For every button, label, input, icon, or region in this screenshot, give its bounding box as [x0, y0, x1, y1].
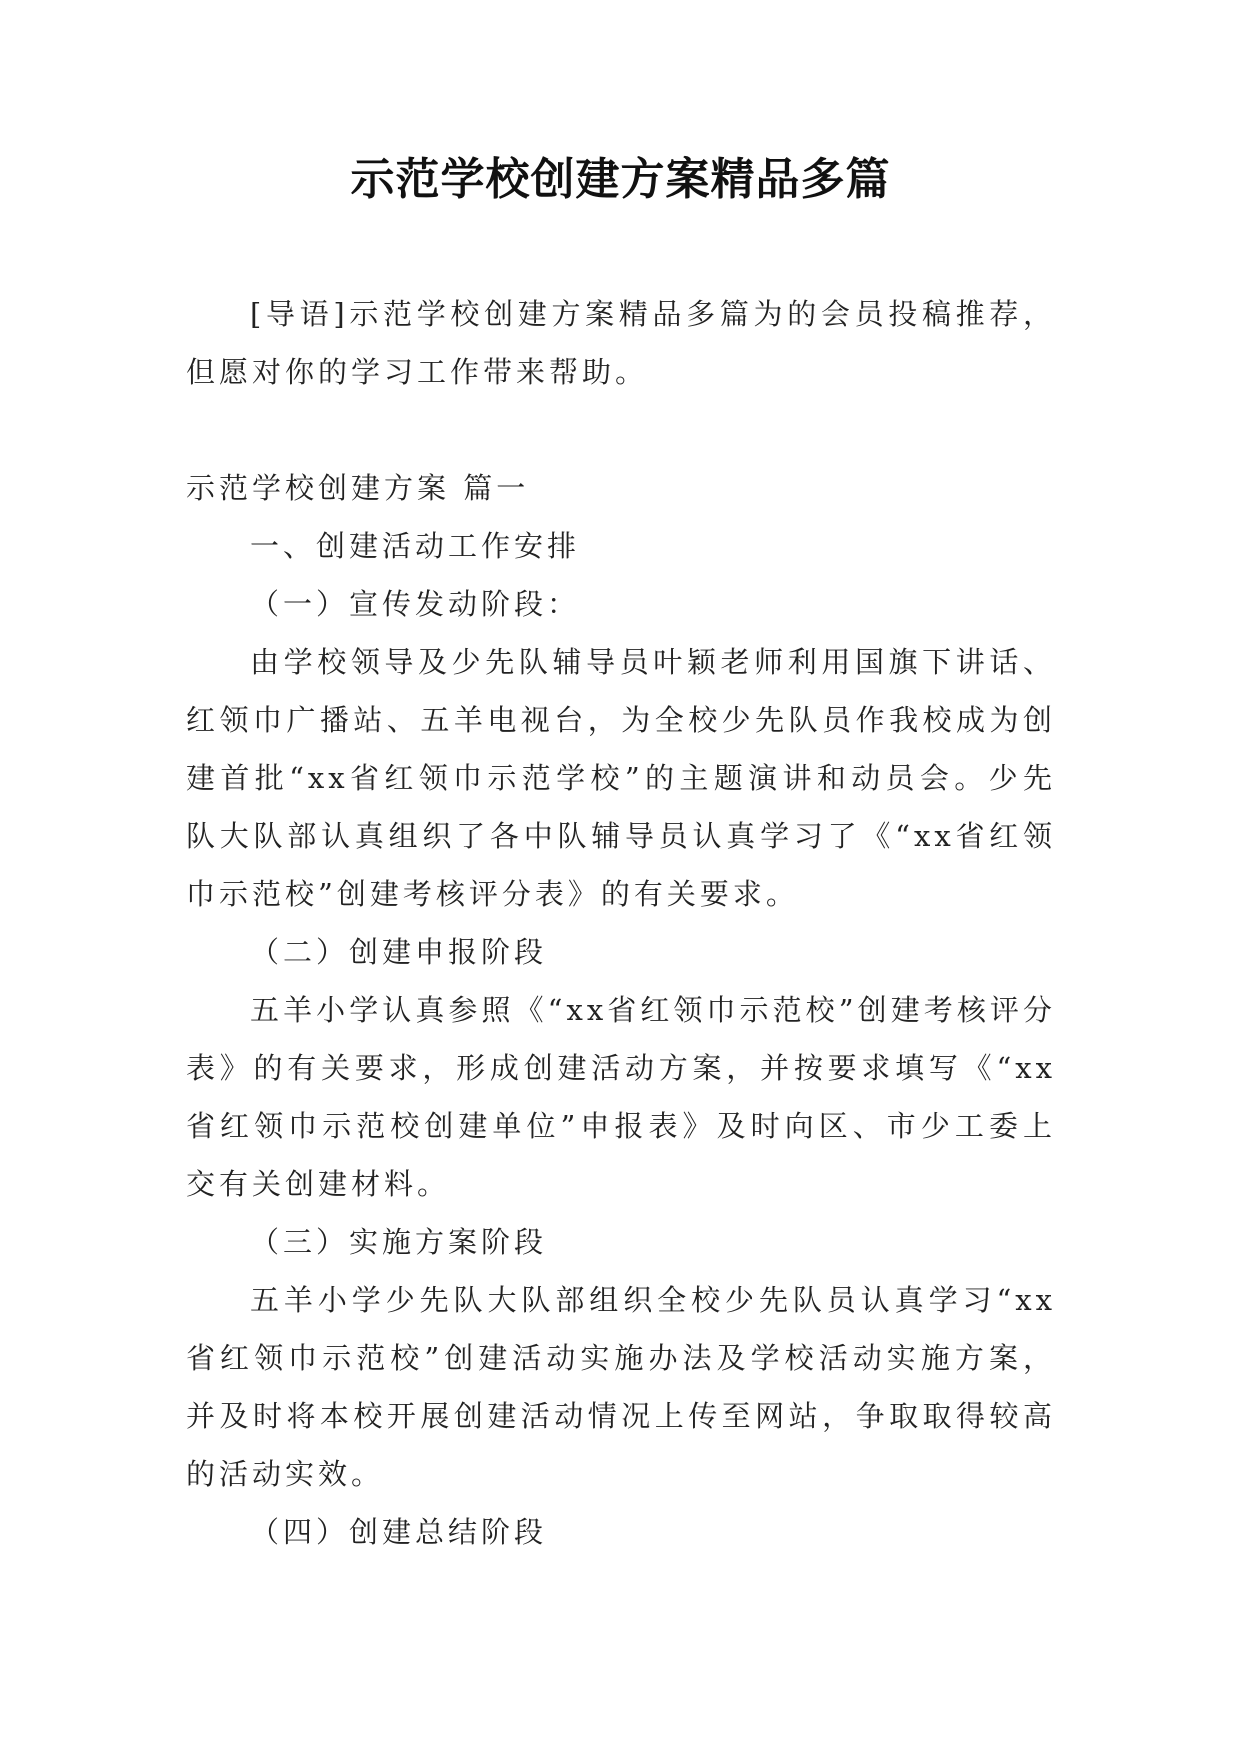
subheading-summary-stage: （四）创建总结阶段	[250, 1515, 548, 1549]
subheading-application-stage: （二）创建申报阶段	[250, 935, 548, 969]
section-title: 示范学校创建方案 篇一	[186, 471, 530, 505]
subheading-implementation-stage: （三）实施方案阶段	[250, 1225, 548, 1259]
paragraph-implementation: 五羊小学少先队大队部组织全校少先队员认真学习“xx省红领巾示范校”创建活动实施办法及学校活动实施方案，并及时将本校开展创建活动情况上传至网站，争取取得较高的活动实效。	[186, 1283, 1056, 1491]
paragraph-application: 五羊小学认真参照《“xx省红领巾示范校”创建考核评分表》的有关要求，形成创建活动方案，并按要求填写《“xx省红领巾示范校创建单位”申报表》及时向区、市少工委上交有关创建材料。	[186, 993, 1056, 1201]
heading-work-arrangement: 一、创建活动工作安排	[250, 529, 581, 563]
subheading-publicity-stage: （一）宣传发动阶段：	[250, 587, 581, 621]
document-title: 示范学校创建方案精品多篇	[350, 154, 891, 205]
intro-paragraph: [导语]示范学校创建方案精品多篇为的会员投稿推荐，但愿对你的学习工作带来帮助。	[186, 297, 1056, 389]
document-body	[186, 285, 1056, 1561]
paragraph-publicity: 由学校领导及少先队辅导员叶颖老师利用国旗下讲话、红领巾广播站、五羊电视台，为全校少先队员作我校成为创建首批“xx省红领巾示范学校”的主题演讲和动员会。少先队大队部认真组织了各中队辅导员认真学习了《“xx省红领巾示范校”创建考核评分表》的有关要求。	[186, 645, 1056, 911]
